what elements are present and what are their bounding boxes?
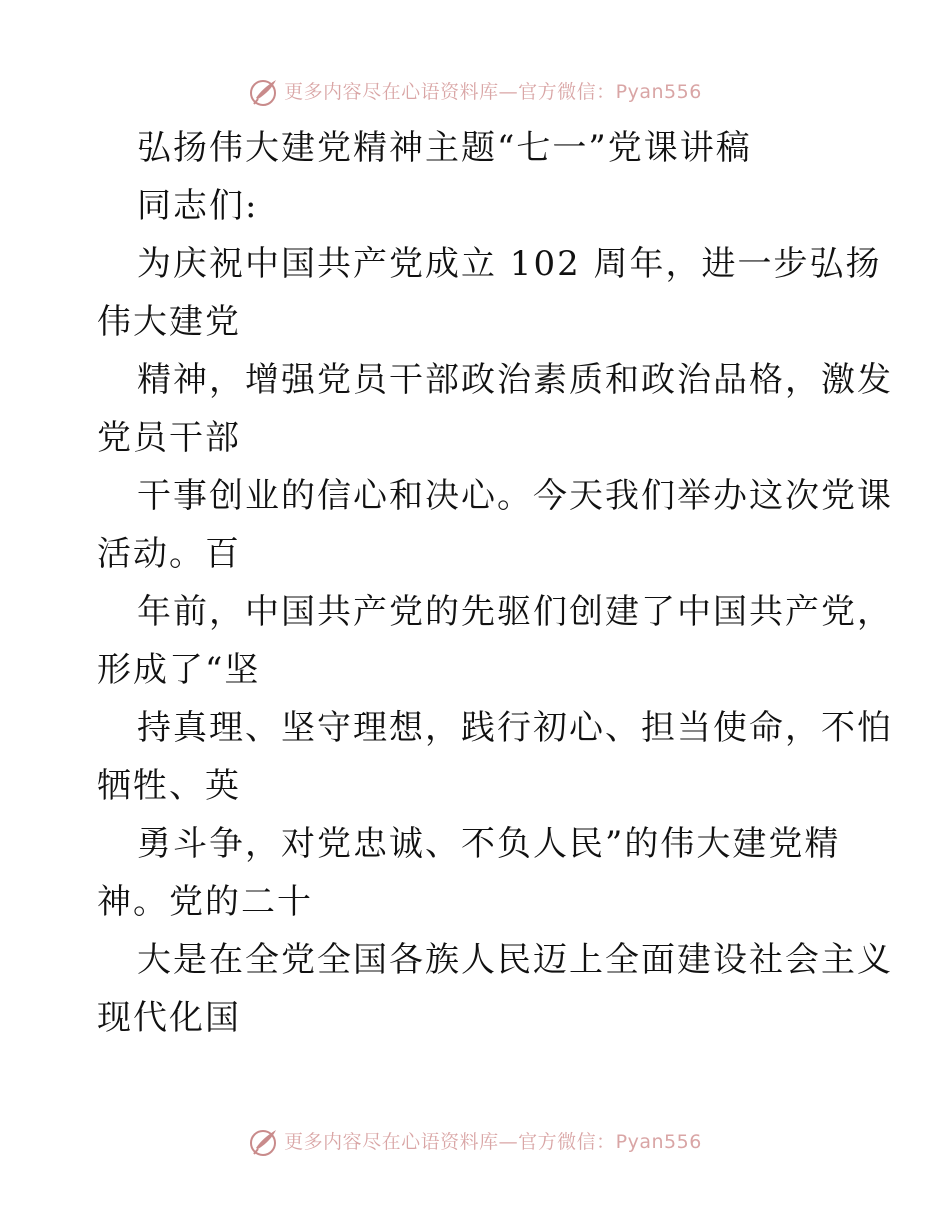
watermark-text: 更多内容尽在心语资料库—官方微信：Pyan556 [284,80,702,103]
body-line: 牺牲、英 [97,766,241,806]
body-line: 持真理、坚守理想，践行初心、担当使命，不怕 [137,708,893,748]
body-line: 形成了“坚 [97,650,261,690]
body-line: 干事创业的信心和决心。今天我们举办这次党课 [137,476,893,516]
body-line: 为庆祝中国共产党成立 102 周年，进一步弘扬 [137,244,882,284]
body-line: 勇斗争，对党忠诚、不负人民”的伟大建党精 [137,824,841,864]
body-line: 现代化国 [97,998,241,1038]
salutation: 同志们: [137,186,259,226]
body-line: 党员干部 [97,418,241,458]
body-line: 神。党的二十 [97,882,313,922]
quill-logo-icon [248,76,280,108]
body-line: 伟大建党 [97,302,241,342]
quill-logo-icon [248,1126,280,1158]
watermark-text: 更多内容尽在心语资料库—官方微信：Pyan556 [284,1130,702,1153]
header-watermark [0,70,950,110]
body-line: 年前，中国共产党的先驱们创建了中国共产党， [137,592,893,632]
body-line: 大是在全党全国各族人民迈上全面建设社会主义 [137,940,893,980]
document-title: 弘扬伟大建党精神主题“七一”党课讲稿 [137,128,752,168]
footer-watermark [0,1120,950,1160]
body-line: 活动。百 [97,534,241,574]
body-line: 精神，增强党员干部政治素质和政治品格，激发 [137,360,893,400]
